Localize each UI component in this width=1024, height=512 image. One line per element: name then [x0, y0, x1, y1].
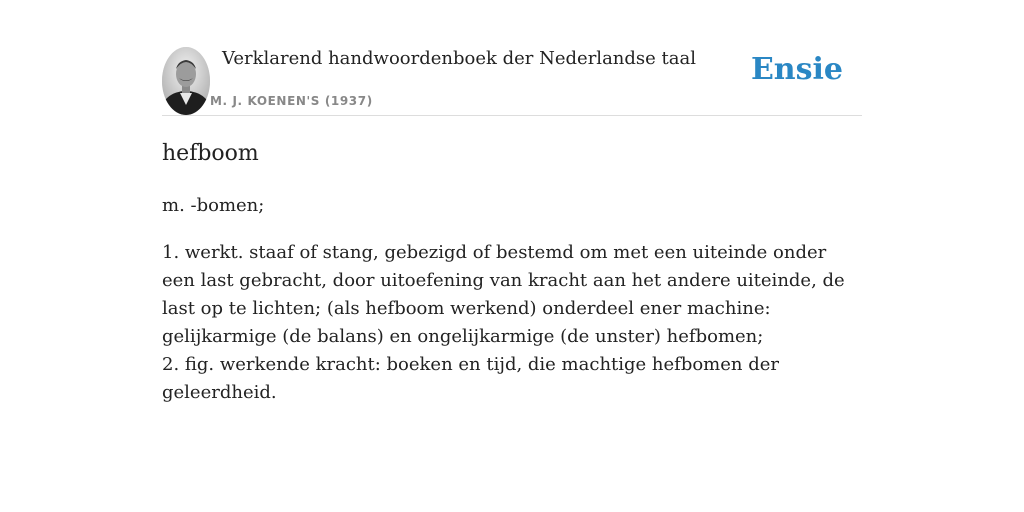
site-header	[162, 0, 862, 116]
entry-definitions	[162, 239, 862, 407]
author-portrait	[162, 47, 210, 115]
entry-headword: hefboom	[162, 141, 259, 166]
definition-sense: 1. werkt. staaf of stang, gebezigd of bestemd om met een uiteinde onder een last gebracht, door uitoefening van kracht aan het andere uiteinde, de last op te lichten; (als hefboom werkend) onderdeel ener machine: gelijkarmige (de balans) en ongelijkarmige (de unster) hefbomen;	[162, 242, 845, 347]
page	[162, 0, 862, 403]
site-subtitle: M. J. KOENEN'S (1937)	[210, 94, 373, 108]
definition-sense: 2. fig. werkende kracht: boeken en tijd, die machtige hefbomen der geleerdheid.	[162, 354, 780, 403]
portrait-image	[162, 47, 210, 115]
brand-logo-link[interactable]: Ensie	[750, 52, 843, 87]
entry-grammar: m. -bomen;	[162, 195, 265, 216]
site-title: Verklarend handwoordenboek der Nederlandse taal	[222, 48, 696, 69]
